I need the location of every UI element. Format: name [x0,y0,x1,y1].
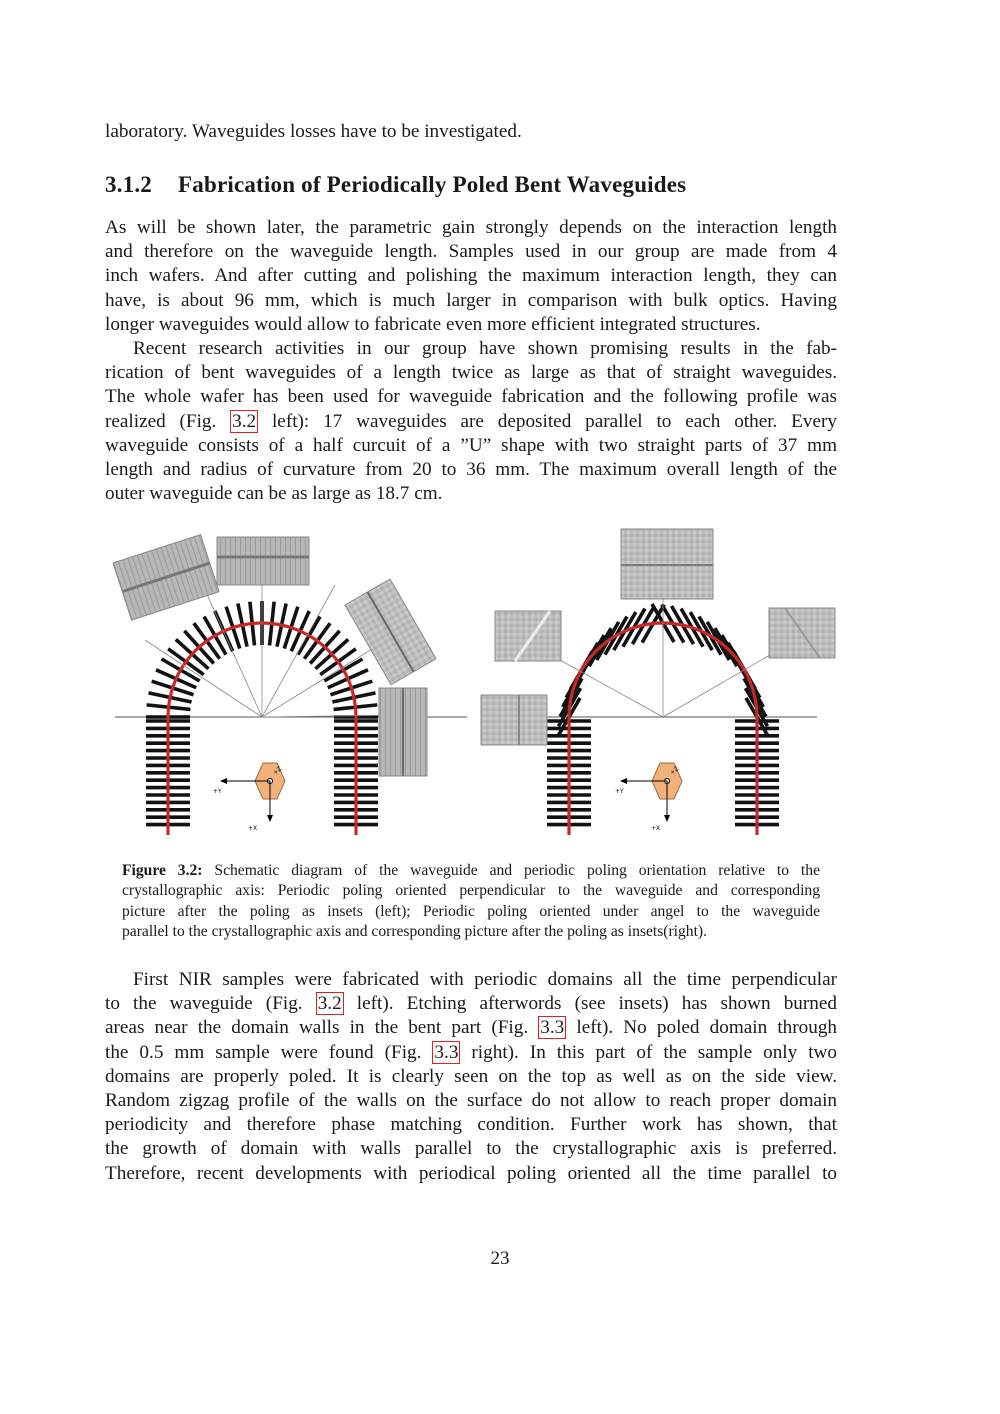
left-inset-2 [217,537,309,585]
figure-ref-link[interactable]: 3.2 [317,993,342,1015]
figure-ref-link[interactable]: 3.3 [540,1017,565,1039]
page-number: 23 [490,1248,510,1269]
figure-ref-link[interactable]: 3.3 [434,1041,459,1063]
left-crystal-axes [213,763,285,832]
left-axis-y-label: +Y [213,788,222,795]
para1-line: longer waveguides would allow to fabricate even more efficient integrated structures. [105,313,761,335]
paragraph-2: Recent research activities in our group have shown promising results in the fab- rication of bent waveguides of a length twice as large as that of straight waveguides. The whole wafer has been used for waveguide fabrication and the following profile was realized (Fig. 3.2 left): 17 waveguides are deposited parallel to each other. Every waveguide consists of a half curcuit of a ”U” shape with two straight parts of 37 mm length and radius of curvature from 20 to 36 mm. The maximum overall length of the outer waveguide can be as large as 18.7 cm. [105,338,837,505]
para1-line: inch wafers. And after cutting and polishing the maximum interaction length, they can [105,265,837,287]
para1-line: As will be shown later, the parametric gain strongly depends on the interaction length [105,217,837,238]
left-inset-3 [345,579,436,685]
para1-line: and therefore on the waveguide length. Samples used in our group are made from 4 [105,241,837,263]
left-inset-4 [379,688,427,776]
left-axis-x-label: +X [248,825,258,832]
right-inset-left [495,611,561,661]
left-inset-1 [113,535,219,620]
paragraph-3: First NIR samples were fabricated with periodic domains all the time perpendicular to the waveguide (Fig. 3.2 left). Etching afterwords (see insets) has shown burned areas near the domain walls in the bent part (Fig. 3.3 left). No poled domain through the 0.5 mm sample were found (Fig. 3.3 right). In this part of the sample only two domains are properly poled. It is clearly seen on the top as well as on the side view. Random zigzag profile of the walls on the surface do not allow to reach proper domain periodicity and therefore phase matching condition. Further work has shown, that the growth of domain with walls parallel to the crystallographic axis is preferred. Therefore, recent developments with periodical poling oriented all the time parallel to [105,969,838,1184]
right-axis-x-label: +X [651,825,661,832]
right-crystal-axes [615,763,682,832]
right-inset-bottom-left [481,695,547,745]
para1-line: have, is about 96 mm, which is much larger in comparison with bulk optics. Having [105,289,837,311]
left-waveguide-diagram [113,535,467,835]
section-heading [105,172,686,198]
caption-label: Figure 3.2: [122,862,203,879]
section-title: Fabrication of Periodically Poled Bent Waveguides [178,172,687,197]
left-axis-z-label: +Z [271,765,284,777]
right-axis-z-label: +Z [668,765,681,777]
right-waveguide-diagram [481,529,835,835]
figure-caption: Figure 3.2: Schematic diagram of the waveguide and periodic poling orientation relative to the crystallographic axis: Periodic poling oriented perpendicular to the waveguide and corresponding picture after the poling as insets (left); Periodic poling oriented under angel to the waveguide parallel to the crystallographic axis and corresponding picture after the poling as insets(right). [122,862,820,941]
section-number: 3.1.2 [105,172,152,197]
figure-ref-link[interactable]: 3.2 [232,410,257,432]
right-axis-y-label: +Y [615,788,624,795]
figure-3-2-diagram [105,525,840,837]
right-inset-top [621,529,713,599]
top-line: laboratory. Waveguides losses have to be investigated. [105,121,522,142]
right-inset-right [769,608,835,658]
paragraph-1 [105,216,837,337]
